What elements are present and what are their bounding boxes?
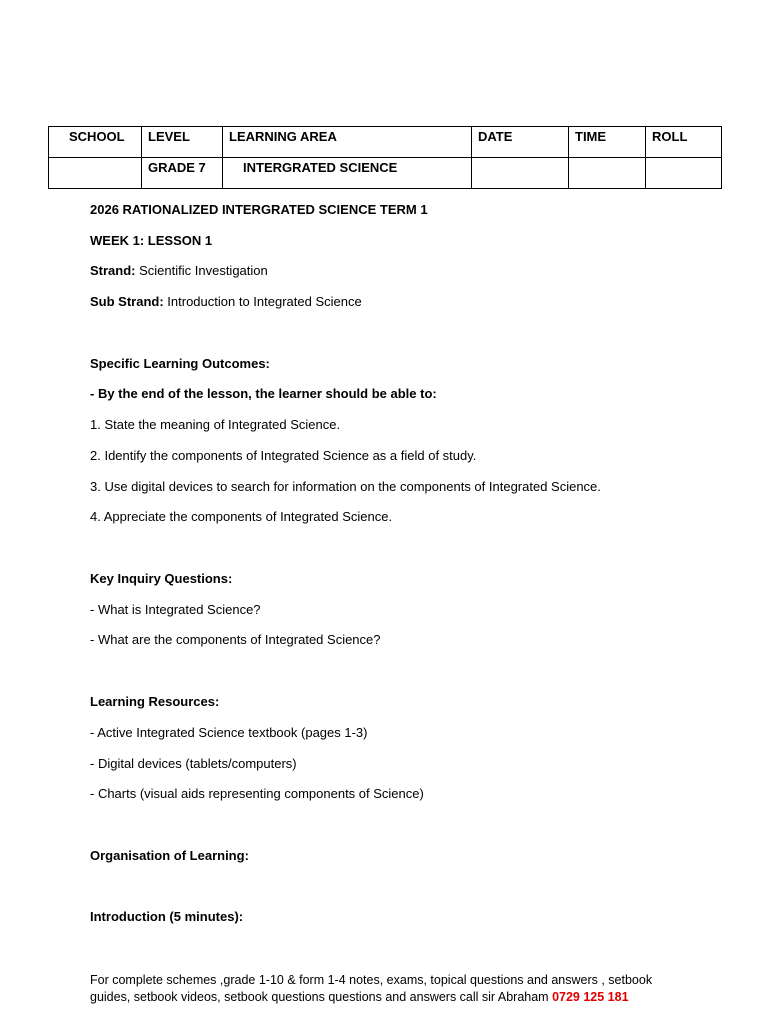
value-cell-time [569,158,646,189]
resources-heading: Learning Resources: [90,694,220,709]
value-cell-learning-area: INTERGRATED SCIENCE [223,158,472,189]
value-cell-level: GRADE 7 [142,158,223,189]
value-cell-roll [646,158,722,189]
slo-item: 3. Use digital devices to search for information on the components of Integrated Science. [90,479,601,494]
kiq-heading: Key Inquiry Questions: [90,571,233,586]
substrand-label: Sub Strand: [90,294,164,309]
resource-item: - Active Integrated Science textbook (pages 1-3) [90,725,368,740]
slo-item: 1. State the meaning of Integrated Science. [90,417,341,432]
strand-label: Strand: [90,263,136,278]
header-cell-learning-area: LEARNING AREA [223,127,472,158]
footer-phone: 0729 125 181 [552,990,629,1004]
slo-heading: Specific Learning Outcomes: [90,356,270,371]
week-lesson: WEEK 1: LESSON 1 [90,233,213,248]
slo-intro: - By the end of the lesson, the learner should be able to: [90,386,437,401]
header-cell-roll: ROLL [646,127,722,158]
header-cell-time: TIME [569,127,646,158]
introduction-heading: Introduction (5 minutes): [90,909,244,924]
footer-text: For complete schemes ,grade 1-10 & form 1-4 notes, exams, topical questions and answers , setbook guides, setbook videos, setbook questions questions and answers call sir Abraham [90,973,653,1004]
slo-item: 2. Identify the components of Integrated Science as a field of study. [90,448,477,463]
kiq-item: - What are the components of Integrated Science? [90,632,381,647]
footer-note [90,972,690,1006]
resource-item: - Digital devices (tablets/computers) [90,756,297,771]
slo-item: 4. Appreciate the components of Integrated Science. [90,509,393,524]
organisation-heading: Organisation of Learning: [90,848,249,863]
header-cell-date: DATE [472,127,569,158]
header-cell-level: LEVEL [142,127,223,158]
header-row [49,127,722,158]
value-cell-date [472,158,569,189]
strand-line [90,262,268,280]
header-table [48,126,722,189]
substrand-value: Introduction to Integrated Science [163,294,362,309]
resource-item: - Charts (visual aids representing components of Science) [90,786,424,801]
strand-value: Scientific Investigation [135,263,268,278]
kiq-item: - What is Integrated Science? [90,602,261,617]
value-cell-school [49,158,142,189]
doc-title: 2026 RATIONALIZED INTERGRATED SCIENCE TERM 1 [90,202,428,217]
value-row [49,158,722,189]
substrand-line [90,293,362,311]
header-cell-school: SCHOOL [49,127,142,158]
